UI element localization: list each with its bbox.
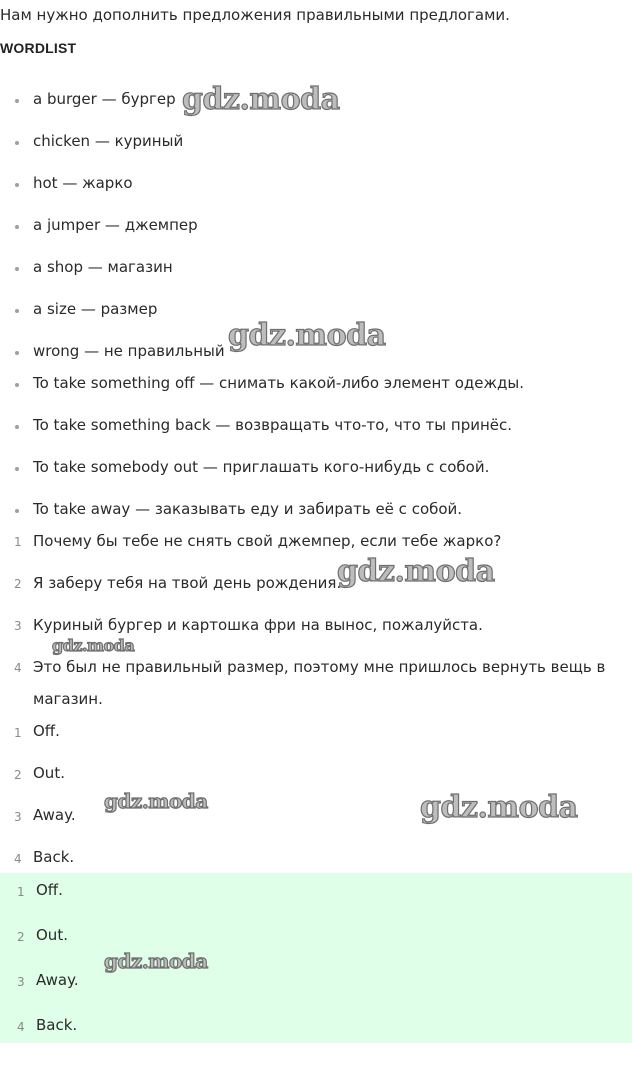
bullet <box>15 351 19 355</box>
watermark: gdz.moda <box>104 789 208 813</box>
answer-item: Away. <box>36 971 79 989</box>
item-number: 2 <box>17 930 25 944</box>
watermark: gdz.moda <box>182 82 340 117</box>
item-number: 4 <box>14 661 22 675</box>
bullet <box>15 267 19 271</box>
answer-item: Back. <box>36 1016 78 1034</box>
list-item: a shop — магазин <box>33 258 173 276</box>
item-number: 3 <box>17 975 25 989</box>
list-item: a burger — бургер <box>33 90 176 108</box>
translation-item: Куриный бургер и картошка фри на вынос, пожалуйста. <box>33 616 483 634</box>
wordlist-heading: WORDLIST <box>0 40 77 56</box>
bullet <box>15 383 19 387</box>
bullet <box>15 309 19 313</box>
item-number: 1 <box>14 535 22 549</box>
bullet <box>15 425 19 429</box>
list-item: To take something off — снимать какой-либо элемент одежды. <box>33 374 525 392</box>
translation-item: Я заберу тебя на твой день рождения. <box>33 574 342 592</box>
list-item: To take somebody out — приглашать кого-нибудь с собой. <box>33 458 490 476</box>
bullet <box>15 99 19 103</box>
intro-text: Нам нужно дополнить предложения правильными предлогами. <box>0 6 510 24</box>
translation-item-continued: магазин. <box>33 690 103 708</box>
watermark: gdz.moda <box>104 949 208 973</box>
bullet <box>15 509 19 513</box>
translation-item: Почему бы тебе не снять свой джемпер, если тебе жарко? <box>33 532 502 550</box>
bullet <box>15 183 19 187</box>
list-item: wrong — не правильный <box>33 342 225 360</box>
answer-item: Away. <box>33 806 76 824</box>
answer-highlight-block <box>0 873 632 1043</box>
answer-item: Out. <box>36 926 68 944</box>
list-item: a size — размер <box>33 300 158 318</box>
item-number: 3 <box>14 810 22 824</box>
item-number: 1 <box>14 726 22 740</box>
list-item: chicken — куриный <box>33 132 184 150</box>
answer-item: Out. <box>33 764 65 782</box>
list-item: hot — жарко <box>33 174 133 192</box>
answer-item: Off. <box>36 881 63 899</box>
answer-item: Off. <box>33 722 60 740</box>
item-number: 2 <box>14 768 22 782</box>
bullet <box>15 467 19 471</box>
list-item: a jumper — джемпер <box>33 216 198 234</box>
watermark: gdz.moda <box>228 318 386 353</box>
answer-item: Back. <box>33 848 75 866</box>
item-number: 2 <box>14 577 22 591</box>
item-number: 4 <box>14 852 22 866</box>
list-item: To take something back — возвращать что-то, что ты принёс. <box>33 416 513 434</box>
list-item: To take away — заказывать еду и забирать её с собой. <box>33 500 463 518</box>
watermark: gdz.moda <box>52 636 135 655</box>
item-number: 3 <box>14 619 22 633</box>
item-number: 1 <box>17 885 25 899</box>
bullet <box>15 141 19 145</box>
translation-item: Это был не правильный размер, поэтому мне пришлось вернуть вещь в <box>33 658 606 676</box>
item-number: 4 <box>17 1020 25 1034</box>
watermark: gdz.moda <box>420 790 578 825</box>
bullet <box>15 225 19 229</box>
watermark: gdz.moda <box>337 554 495 589</box>
